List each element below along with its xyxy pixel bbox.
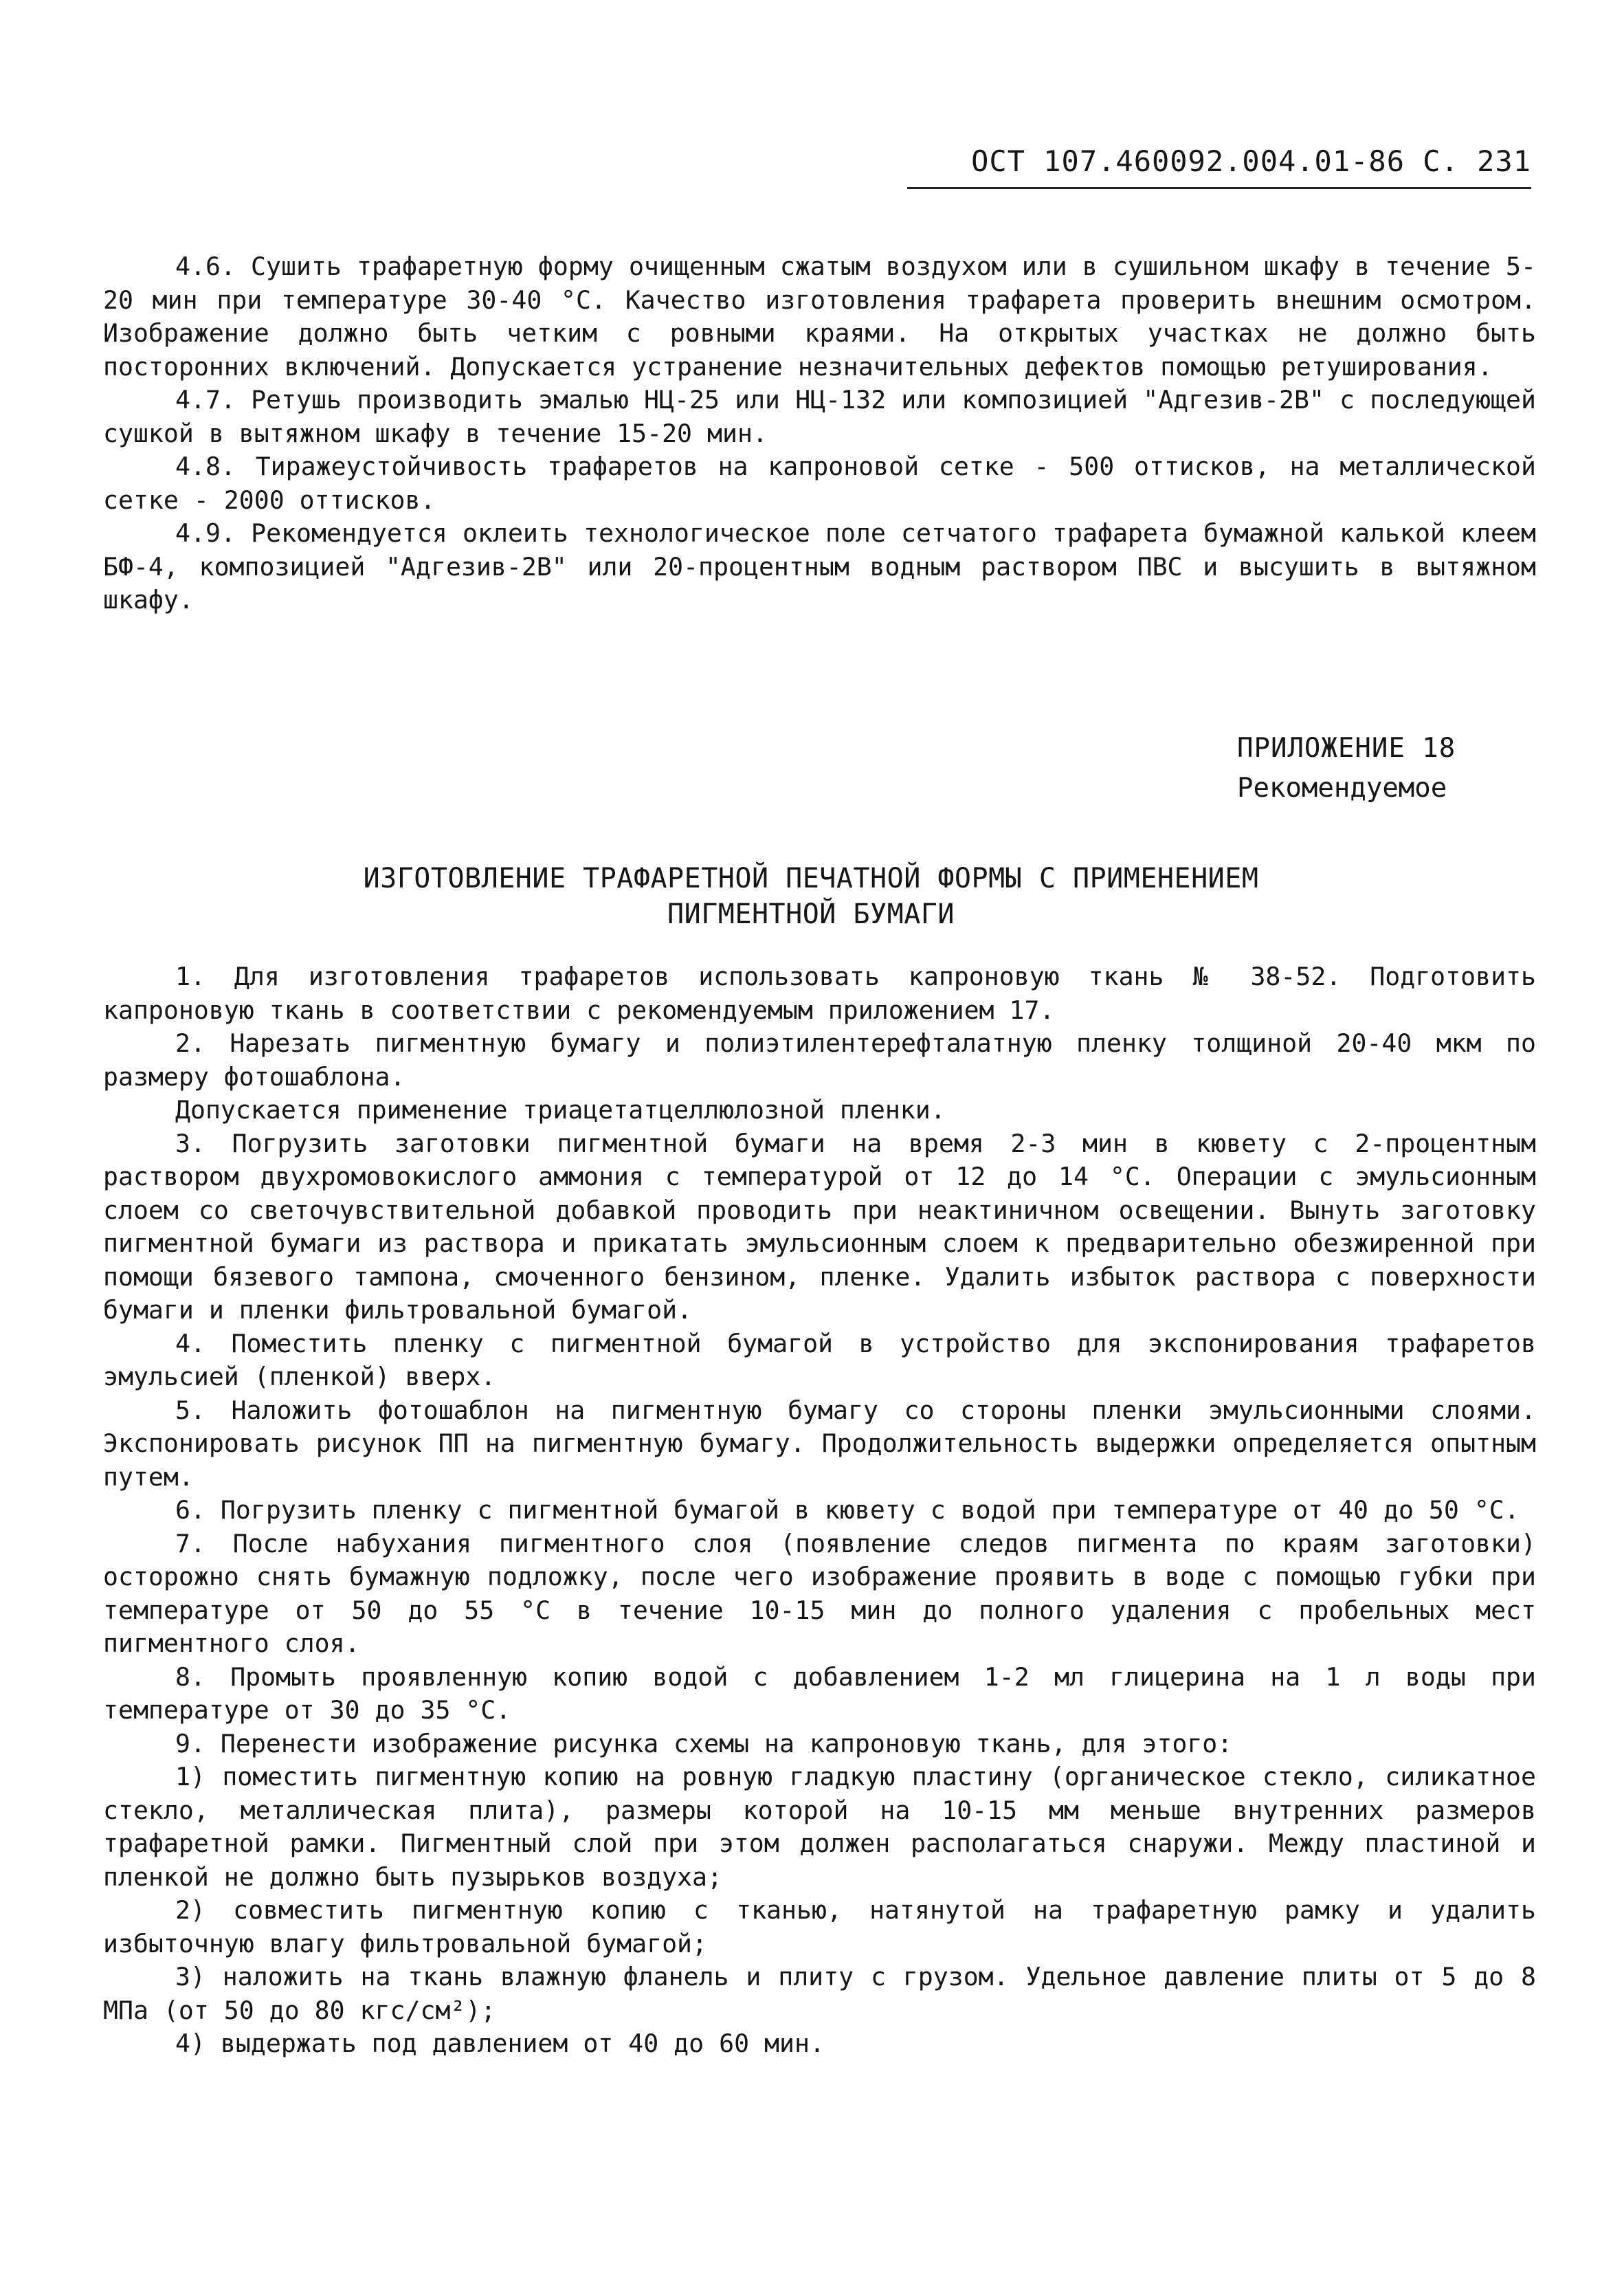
step-2-note: Допускается применение триацетатцеллюлозной пленки. bbox=[175, 1095, 946, 1125]
header-underline bbox=[907, 187, 1531, 189]
step-9: 9. Перенести изображение рисунка схемы на капроновую ткань, для этого: bbox=[175, 1728, 1233, 1758]
section-heading bbox=[206, 861, 1416, 932]
step-8: 8. Промыть проявленную копию водой с добавлением 1-2 мл глицерина на 1 л воды при температуре от 30 до 35 °С. bbox=[103, 1662, 1536, 1725]
section-4-paragraphs bbox=[103, 250, 1536, 617]
paragraph-4-9: 4.9. Рекомендуется оклеить технологическое поле сетчатого трафарета бумажной калькой клеем БФ-4, композицией "Адгезив-2В" или 20-процентным водным раствором ПВС и высушить в вытяжном шкафу. bbox=[103, 518, 1536, 615]
paragraph-4-8: 4.8. Тиражеустойчивость трафаретов на капроновой сетке - 500 оттисков, на металлической сетке - 2000 оттисков. bbox=[103, 452, 1536, 515]
procedure-paragraphs bbox=[103, 960, 1536, 2061]
paragraph-4-6: 4.6. Сушить трафаретную форму очищенным сжатым воздухом или в сушильном шкафу в течение 5-20 мин при температуре 30-40 °С. Качество изготовления трафарета проверить внешним осмотром. Изображение должно быть четким с ровными краями. На открытых участках не должно быть посторонних включений. Допускается устранение незначительных дефектов помощью ретуширования. bbox=[103, 252, 1536, 382]
appendix-status: Рекомендуемое bbox=[1237, 773, 1447, 804]
heading-line-2: ПИГМЕНТНОЙ БУМАГИ bbox=[667, 898, 955, 930]
step-2: 2. Нарезать пигментную бумагу и полиэтилентерефталатную пленку толщиной 20-40 мкм по размеру фотошаблона. bbox=[103, 1028, 1536, 1092]
appendix-title: ПРИЛОЖЕНИЕ 18 bbox=[1237, 733, 1456, 764]
step-9-substep-4: 4) выдержать под давлением от 40 до 60 мин. bbox=[175, 2029, 825, 2058]
step-7: 7. После набухания пигментного слоя (появление следов пигмента по краям заготовки) осторожно снять бумажную подложку, после чего изображение проявить в воде с помощью губки при температуре от 50 до 55 °С в течение 10-15 мин до полного удаления с пробельных мест пигментного слоя. bbox=[103, 1528, 1536, 1658]
step-3: 3. Погрузить заготовки пигментной бумаги на время 2-3 мин в кювету с 2-процентным раствором двухромовокислого аммония с температурой от 12 до 14 °С. Операции с эмульсионным слоем со светочувствительной добавкой проводить при неактиничном освещении. Вынуть заготовку пигментной бумаги из раствора и прикатать эмульсионным слоем к предварительно обезжиренной при помощи бязевого тампона, смоченного бензином, пленке. Удалить избыток раствора с поверхности бумаги и пленки фильтровальной бумагой. bbox=[103, 1128, 1536, 1325]
step-1: 1. Для изготовления трафаретов использовать капроновую ткань № 38-52. Подготовить капроновую ткань в соответствии с рекомендуемым приложением 17. bbox=[103, 962, 1536, 1025]
heading-line-1: ИЗГОТОВЛЕНИЕ ТРАФАРЕТНОЙ ПЕЧАТНОЙ ФОРМЫ С ПРИМЕНЕНИЕМ bbox=[363, 863, 1259, 894]
step-9-substep-2: 2) совместить пигментную копию с тканью, натянутой на трафаретную рамку и удалить избыточную влагу фильтровальной бумагой; bbox=[103, 1895, 1536, 1958]
paragraph-4-7: 4.7. Ретушь производить эмалью НЦ-25 или НЦ-132 или композицией "Адгезив-2В" с последующей сушкой в вытяжном шкафу в течение 15-20 мин. bbox=[103, 385, 1536, 448]
step-6: 6. Погрузить пленку с пигментной бумагой в кювету с водой при температуре от 40 до 50 °С. bbox=[175, 1495, 1520, 1525]
page-header-code: ОСТ 107.460092.004.01-86 С. 231 bbox=[971, 144, 1531, 178]
step-4: 4. Поместить пленку с пигментной бумагой в устройство для экспонирования трафаретов эмульсией (пленкой) вверх. bbox=[103, 1328, 1536, 1391]
step-5: 5. Наложить фотошаблон на пигментную бумагу со стороны пленки эмульсионными слоями. Экспонировать рисунок ПП на пигментную бумагу. Продолжительность выдержки определяется опытным путем. bbox=[103, 1395, 1536, 1492]
step-9-substep-1: 1) поместить пигментную копию на ровную гладкую пластину (органическое стекло, силикатное стекло, металлическая плита), размеры которой на 10-15 мм меньше внутренних размеров трафаретной рамки. Пигментный слой при этом должен располагаться снаружи. Между пластиной и пленкой не должно быть пузырьков воздуха; bbox=[103, 1762, 1536, 1892]
step-9-substep-3: 3) наложить на ткань влажную фланель и плиту с грузом. Удельное давление плиты от 5 до 8 МПа (от 50 до 80 кгс/см²); bbox=[103, 1962, 1536, 2025]
appendix-label bbox=[1237, 729, 1539, 808]
